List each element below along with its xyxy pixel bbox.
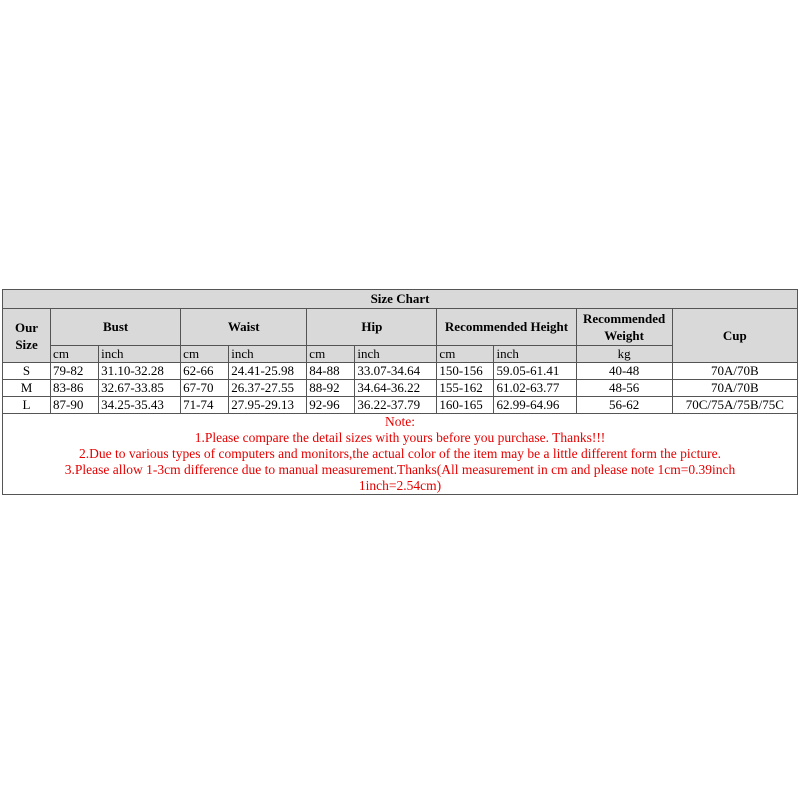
cell-waist-cm: 67-70 bbox=[181, 380, 229, 397]
size-chart-table bbox=[2, 289, 798, 495]
table-row bbox=[3, 380, 798, 397]
cell-hip-inch: 34.64-36.22 bbox=[355, 380, 437, 397]
unit-waist-inch: inch bbox=[229, 346, 307, 363]
cell-cup: 70C/75A/75B/75C bbox=[672, 397, 797, 414]
cell-hip-cm: 92-96 bbox=[307, 397, 355, 414]
header-recommended-height: Recommended Height bbox=[437, 309, 576, 346]
cell-waist-inch: 24.41-25.98 bbox=[229, 363, 307, 380]
header-our-size: Our Size bbox=[3, 309, 51, 363]
cell-height-inch: 61.02-63.77 bbox=[494, 380, 576, 397]
cell-waist-cm: 71-74 bbox=[181, 397, 229, 414]
unit-hip-cm: cm bbox=[307, 346, 355, 363]
cell-height-inch: 62.99-64.96 bbox=[494, 397, 576, 414]
chart-title: Size Chart bbox=[3, 290, 798, 309]
unit-height-cm: cm bbox=[437, 346, 494, 363]
header-row bbox=[3, 309, 798, 346]
header-recommended-weight: Recommended Weight bbox=[576, 309, 672, 346]
title-row bbox=[3, 290, 798, 309]
unit-height-inch: inch bbox=[494, 346, 576, 363]
cell-bust-inch: 34.25-35.43 bbox=[99, 397, 181, 414]
note-heading: Note: bbox=[385, 414, 415, 429]
unit-weight-kg: kg bbox=[576, 346, 672, 363]
cell-hip-cm: 88-92 bbox=[307, 380, 355, 397]
cell-cup: 70A/70B bbox=[672, 380, 797, 397]
table-row bbox=[3, 397, 798, 414]
note-line-1: 1.Please compare the detail sizes with yours before you purchase. Thanks!!! bbox=[194, 430, 606, 445]
cell-bust-inch: 32.67-33.85 bbox=[99, 380, 181, 397]
cell-bust-cm: 87-90 bbox=[51, 397, 99, 414]
cell-waist-cm: 62-66 bbox=[181, 363, 229, 380]
cell-size: S bbox=[3, 363, 51, 380]
cell-cup: 70A/70B bbox=[672, 363, 797, 380]
note-line-2: 2.Due to various types of computers and monitors,the actual color of the item may be a little different form the picture. bbox=[79, 446, 721, 461]
cell-size: L bbox=[3, 397, 51, 414]
cell-waist-inch: 27.95-29.13 bbox=[229, 397, 307, 414]
table-row bbox=[3, 363, 798, 380]
cell-bust-cm: 83-86 bbox=[51, 380, 99, 397]
cell-hip-inch: 36.22-37.79 bbox=[355, 397, 437, 414]
cell-hip-cm: 84-88 bbox=[307, 363, 355, 380]
cell-size: M bbox=[3, 380, 51, 397]
unit-bust-cm: cm bbox=[51, 346, 99, 363]
cell-weight: 48-56 bbox=[576, 380, 672, 397]
cell-hip-inch: 33.07-34.64 bbox=[355, 363, 437, 380]
cell-bust-inch: 31.10-32.28 bbox=[99, 363, 181, 380]
unit-waist-cm: cm bbox=[181, 346, 229, 363]
cell-waist-inch: 26.37-27.55 bbox=[229, 380, 307, 397]
header-hip: Hip bbox=[307, 309, 437, 346]
cell-height-cm: 150-156 bbox=[437, 363, 494, 380]
unit-hip-inch: inch bbox=[355, 346, 437, 363]
cell-height-cm: 160-165 bbox=[437, 397, 494, 414]
notes-cell bbox=[3, 414, 798, 495]
header-bust: Bust bbox=[51, 309, 181, 346]
header-waist: Waist bbox=[181, 309, 307, 346]
cell-height-cm: 155-162 bbox=[437, 380, 494, 397]
note-line-3-continued: 1inch=2.54cm) bbox=[358, 478, 442, 493]
cell-weight: 56-62 bbox=[576, 397, 672, 414]
cell-bust-cm: 79-82 bbox=[51, 363, 99, 380]
header-cup: Cup bbox=[672, 309, 797, 363]
cell-weight: 40-48 bbox=[576, 363, 672, 380]
unit-bust-inch: inch bbox=[99, 346, 181, 363]
notes-row bbox=[3, 414, 798, 495]
cell-height-inch: 59.05-61.41 bbox=[494, 363, 576, 380]
note-line-3: 3.Please allow 1-3cm difference due to manual measurement.Thanks(All measurement in cm and please note 1cm=0.39inch bbox=[64, 462, 736, 477]
